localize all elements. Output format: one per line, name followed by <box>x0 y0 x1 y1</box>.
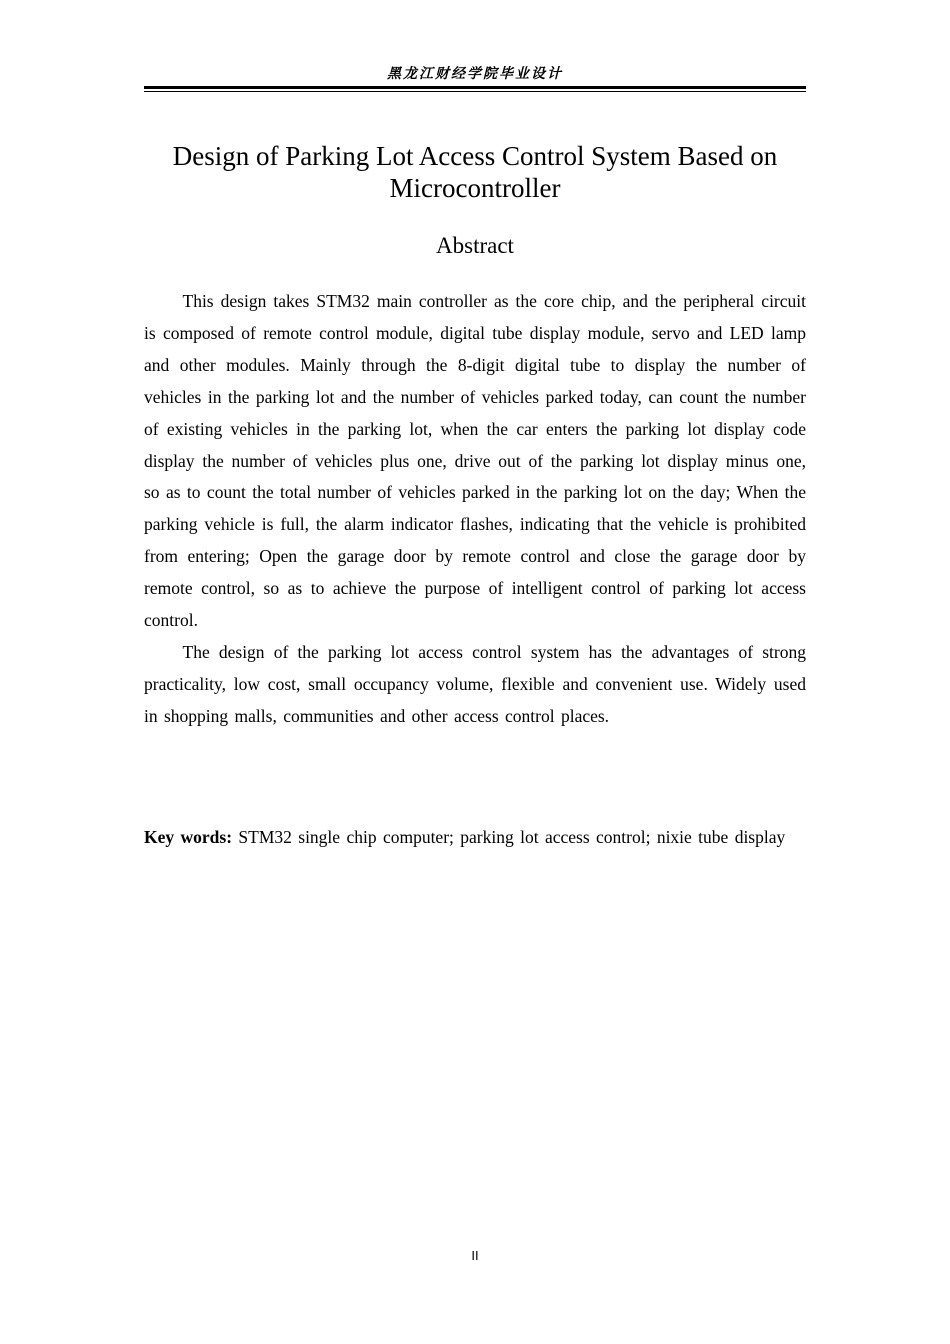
abstract-paragraph-2: The design of the parking lot access control system has the advantages of strong practicality, low cost, small occupancy volume, flexible and convenient use. Widely used in shopping malls, communities and other access control places. <box>144 641 806 726</box>
header-rule-thin <box>144 91 806 92</box>
keywords-text: STM32 single chip computer; parking lot access control; nixie tube display <box>238 827 786 847</box>
keywords-label: Key words: <box>144 827 233 847</box>
keywords <box>144 822 806 854</box>
page-number: II <box>471 1248 479 1263</box>
abstract-body <box>144 286 806 733</box>
header-rule-thick <box>144 86 806 89</box>
running-header: 黑龙江财经学院毕业设计 <box>387 66 563 82</box>
abstract-heading: Abstract <box>436 233 514 258</box>
document-title: Design of Parking Lot Access Control System Based on Microcontroller <box>172 141 778 203</box>
abstract-paragraph-1: This design takes STM32 main controller as the core chip, and the peripheral circuit is composed of remote control module, digital tube display module, servo and LED lamp and other modules. Mainly through the 8-digit digital tube to display the number of vehicles in the parking lot and the number of vehicles parked today, can count the number of existing vehicles in the parking lot, when the car enters the parking lot display code display the number of vehicles plus one, drive out of the parking lot display minus one, so as to count the total number of vehicles parked in the parking lot on the day; When the parking vehicle is full, the alarm indicator flashes, indicating that the vehicle is prohibited from entering; Open the garage door by remote control and close the garage door by remote control, so as to achieve the purpose of intelligent control of parking lot access control. <box>144 291 806 631</box>
